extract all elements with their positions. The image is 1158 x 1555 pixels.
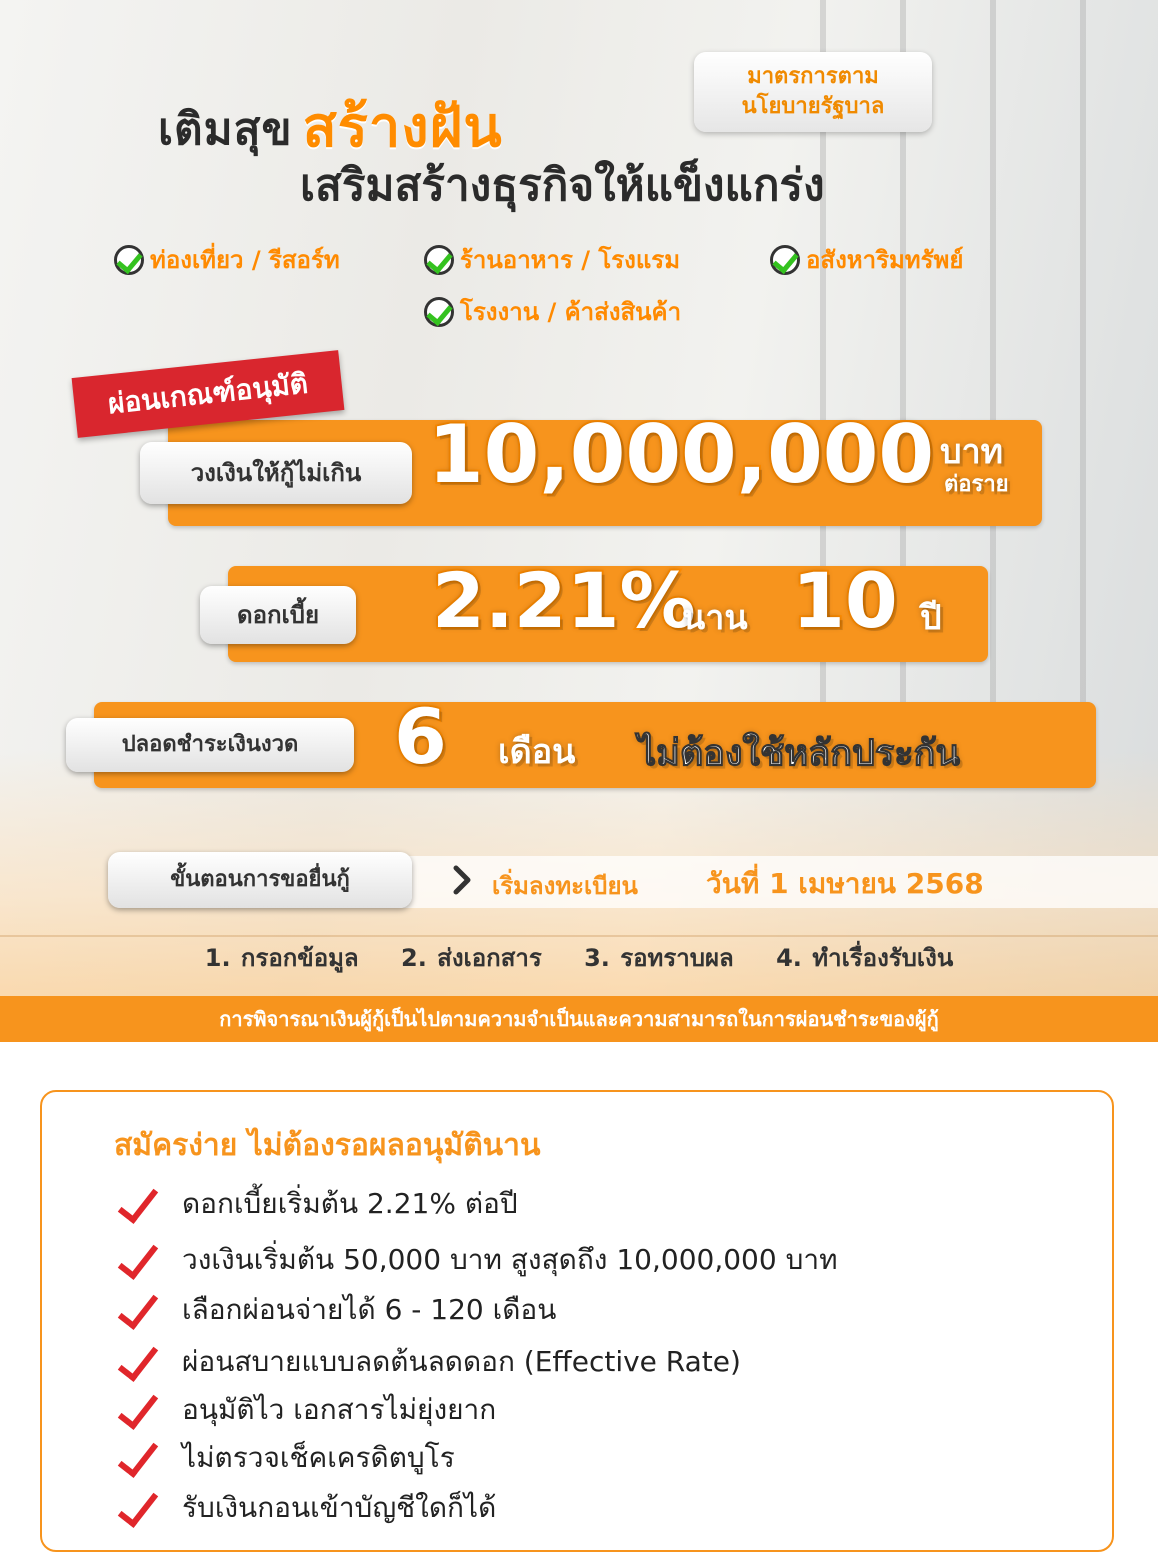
register-date: วันที่ 1 เมษายน 2568 — [706, 867, 984, 900]
window-frame — [990, 0, 996, 742]
interest-duration-label: นาน — [682, 598, 748, 638]
subheadline: เสริมสร้างธุรกิจให้แข็งแกร่ง — [300, 160, 825, 211]
feature-text: เลือกผ่อนจ่ายได้ 6 - 120 เดือน — [182, 1293, 557, 1326]
credit-amount: 10,000,000 — [428, 408, 935, 501]
credit-label: วงเงินให้กู้ไม่เกิน — [140, 442, 412, 504]
chevron-right-icon — [452, 864, 472, 896]
red-check-icon — [114, 1488, 160, 1528]
interest-years-unit: ปี — [920, 598, 942, 638]
steps-label: ขั้นตอนการขอยื่นกู้ — [108, 852, 412, 908]
feature-text: ไม่ตรวจเช็คเครดิตบูโร — [182, 1441, 455, 1474]
no-collateral: ไม่ต้องใช้หลักประกัน — [638, 733, 960, 774]
credit-unit: บาท — [940, 432, 1004, 472]
feature-text: อนุมัติไว เอกสารไม่ยุ่งยาก — [182, 1393, 497, 1426]
policy-tag-line2: นโยบายรัฐบาล — [741, 94, 885, 119]
grace-unit: เดือน — [498, 732, 576, 772]
category-factory — [424, 292, 681, 331]
feature-item — [114, 1388, 496, 1432]
feature-text: วงเงินเริ่มต้น 50,000 บาท สูงสุดถึง 10,000,000 บาท — [182, 1243, 838, 1276]
interest-label: ดอกเบี้ย — [200, 586, 356, 644]
grace-label: ปลอดชำระเงินงวด — [66, 718, 354, 772]
check-circle-icon — [770, 245, 800, 275]
relaxed-criteria-ribbon: ผ่อนเกณฑ์อนุมัติ — [72, 350, 345, 438]
category-restaurant — [424, 240, 680, 279]
feature-item — [114, 1486, 496, 1530]
interest-years: 10 — [792, 556, 898, 645]
red-check-icon — [114, 1342, 160, 1382]
red-check-icon — [114, 1438, 160, 1478]
category-real-estate — [770, 240, 963, 279]
policy-tag-line1: มาตรการตาม — [747, 64, 879, 89]
feature-item — [114, 1238, 838, 1282]
window-frame — [1080, 0, 1086, 742]
category-tourism — [114, 240, 340, 279]
floor-line — [0, 935, 1158, 937]
category-label: ท่องเที่ยว / รีสอร์ท — [150, 246, 340, 274]
feature-text: รับเงินกอนเข้าบัญชีใดก็ได้ — [182, 1491, 497, 1524]
credit-unit-sub: ต่อราย — [944, 472, 1009, 497]
step-item: 4. ทำเรื่องรับเงิน — [776, 944, 954, 972]
headline-prefix: เติมสุข — [158, 104, 293, 155]
feature-item — [114, 1436, 455, 1480]
category-label: โรงงาน / ค้าส่งสินค้า — [460, 298, 682, 326]
feature-item — [114, 1182, 518, 1226]
grace-months: 6 — [394, 692, 447, 781]
category-label: อสังหาริมทรัพย์ — [806, 246, 964, 274]
register-label: เริ่มลงทะเบียน — [492, 872, 638, 900]
category-label: ร้านอาหาร / โรงแรม — [460, 246, 681, 274]
interest-rate: 2.21% — [432, 556, 696, 645]
step-item: 3. รอทราบผล — [584, 944, 734, 972]
disclaimer: การพิจารณาเงินผู้กู้เป็นไปตามความจำเป็นและความสามารถในการผ่อนชำระของผู้กู้ — [0, 996, 1158, 1042]
steps-list — [0, 938, 1158, 977]
benefits-box — [40, 1090, 1114, 1552]
red-check-icon — [114, 1290, 160, 1330]
policy-tag — [694, 52, 932, 132]
benefits-title: สมัครง่าย ไม่ต้องรอผลอนุมัตินาน — [114, 1128, 541, 1163]
check-circle-icon — [114, 245, 144, 275]
step-item: 2. ส่งเอกสาร — [401, 944, 542, 972]
check-circle-icon — [424, 297, 454, 327]
red-check-icon — [114, 1184, 160, 1224]
red-check-icon — [114, 1240, 160, 1280]
headline-highlight: สร้างฝัน — [302, 95, 503, 160]
feature-item — [114, 1340, 741, 1384]
feature-text: ผ่อนสบายแบบลดต้นลดดอก (Effective Rate) — [182, 1345, 741, 1378]
check-circle-icon — [424, 245, 454, 275]
feature-item — [114, 1288, 556, 1332]
feature-text: ดอกเบี้ยเริ่มต้น 2.21% ต่อปี — [182, 1187, 518, 1220]
red-check-icon — [114, 1390, 160, 1430]
step-item: 1. กรอกข้อมูล — [204, 944, 359, 972]
